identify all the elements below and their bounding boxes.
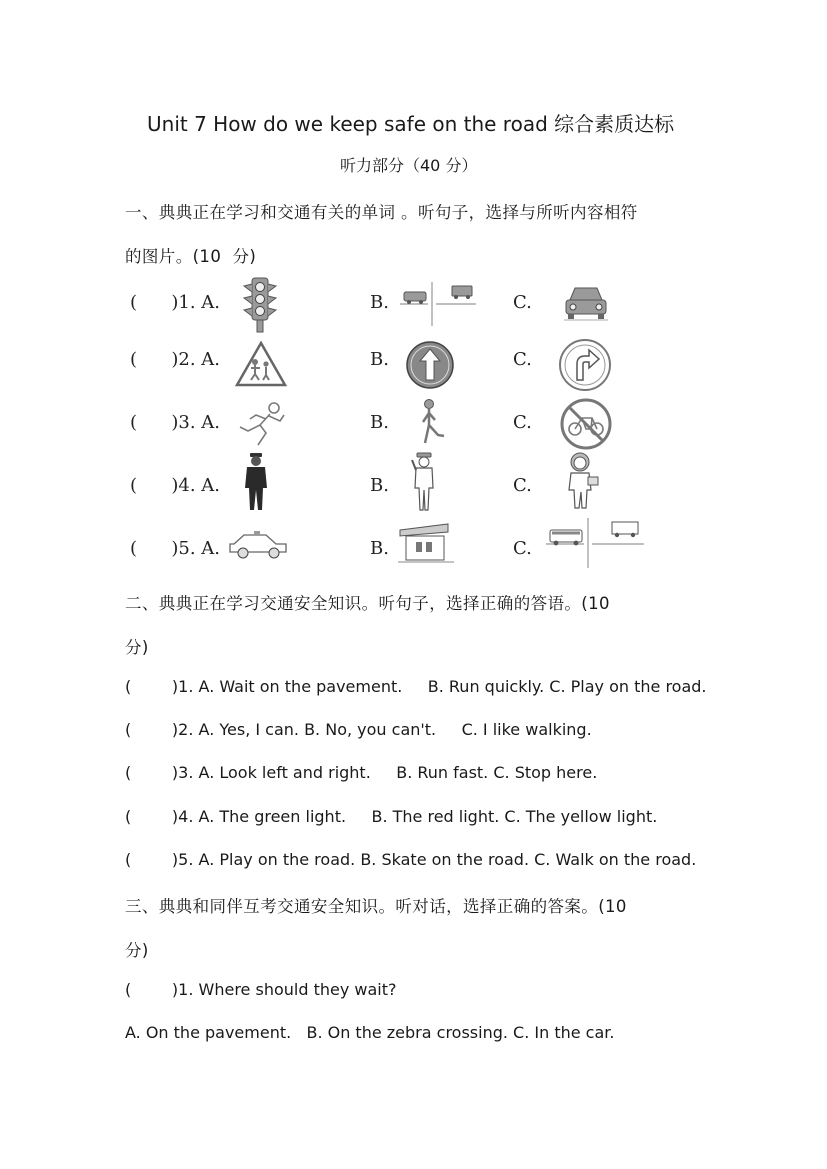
part1-row2-number: ( )2. A. [130, 349, 220, 370]
part1-row3-number: ( )3. A. [130, 412, 220, 433]
part1-row5-number: ( )5. A. [130, 538, 220, 559]
part1-row2-option-c: C. [513, 349, 532, 370]
walking-man-icon [414, 398, 450, 446]
part1-row2-option-b: B. [370, 349, 389, 370]
running-man-icon [236, 401, 288, 447]
part2-heading-line2: 分) [125, 638, 149, 657]
part1-heading-line1: 一、典典正在学习和交通有关的单词 。听句子，选择与所听内容相符 [125, 203, 638, 222]
go-straight-sign-icon [405, 340, 455, 390]
part1-row4-option-c: C. [513, 475, 532, 496]
crossroads-traffic-icon [400, 282, 476, 326]
part3-heading-line2: 分) [125, 941, 149, 960]
bus-stop-icon [398, 522, 454, 564]
children-crossing-sign-icon [234, 340, 288, 388]
part2-item-2: ( )2. A. Yes, I can. B. No, you can't. C. I like walking. [125, 720, 592, 739]
police-car-icon [228, 528, 290, 560]
part2-item-5: ( )5. A. Play on the road. B. Skate on the road. C. Walk on the road. [125, 850, 697, 869]
part2-heading-line1: 二、典典正在学习交通安全知识。听句子，选择正确的答语。(10 [125, 594, 610, 613]
part3-heading-line1: 三、典典和同伴互考交通安全知识。听对话，选择正确的答案。(10 [125, 897, 627, 916]
part1-row1-number: ( )1. A. [130, 292, 220, 313]
traffic-officer-icon [408, 452, 440, 512]
part3-question-1: ( )1. Where should they wait? [125, 980, 397, 999]
traffic-light-icon [240, 276, 280, 334]
part1-row1-option-b: B. [370, 292, 389, 313]
listening-section-subtitle: 听力部分（40 分） [340, 156, 478, 175]
part1-row5-option-b: B. [370, 538, 389, 559]
part1-row3-option-c: C. [513, 412, 532, 433]
part1-row4-option-b: B. [370, 475, 389, 496]
turn-right-sign-icon [558, 338, 612, 392]
part2-item-4: ( )4. A. The green light. B. The red light. C. The yellow light. [125, 807, 658, 826]
car-front-icon [562, 282, 610, 322]
policeman-icon [240, 452, 272, 512]
bus-crossroads-icon [546, 518, 644, 568]
no-bicycle-sign-icon [559, 398, 613, 450]
part1-row1-option-c: C. [513, 292, 532, 313]
part1-row4-number: ( )4. A. [130, 475, 220, 496]
part2-item-1: ( )1. A. Wait on the pavement. B. Run quickly. C. Play on the road. [125, 677, 707, 696]
part1-row3-option-b: B. [370, 412, 389, 433]
part3-question-1-options: A. On the pavement. B. On the zebra crossing. C. In the car. [125, 1023, 615, 1042]
part1-row5-option-c: C. [513, 538, 532, 559]
boy-with-book-icon [562, 450, 602, 510]
part1-heading-line2: 的图片。(10 分) [125, 247, 257, 266]
page-title: Unit 7 How do we keep safe on the road 综合素质达标 [147, 112, 675, 136]
part2-item-3: ( )3. A. Look left and right. B. Run fast. C. Stop here. [125, 763, 598, 782]
